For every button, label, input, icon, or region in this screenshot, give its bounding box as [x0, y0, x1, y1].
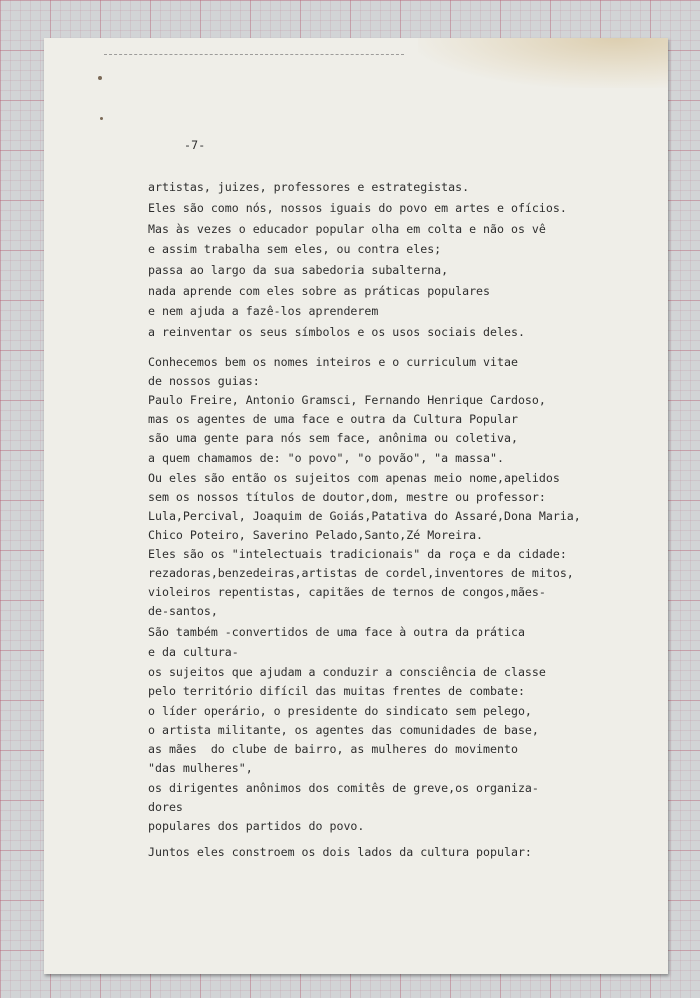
text-line: sem os nossos títulos de doutor,dom, mestre ou professor:	[148, 490, 546, 504]
text-line: Ou eles são então os sujeitos com apenas meio nome,apelidos	[148, 471, 560, 485]
text-line: populares dos partidos do povo.	[148, 819, 365, 833]
text-line: Conhecemos bem os nomes inteiros e o curriculum vitae	[148, 355, 518, 369]
typewritten-page	[44, 38, 668, 974]
text-line: o artista militante, os agentes das comunidades de base,	[148, 723, 539, 737]
text-line: e nem ajuda a fazê-los aprenderem	[148, 304, 379, 318]
text-line: "das mulheres",	[148, 761, 253, 775]
ink-spot	[98, 76, 102, 80]
text-line: nada aprende com eles sobre as práticas populares	[148, 284, 491, 298]
text-line: violeiros repentistas, capitães de ternos de congos,mães-	[148, 585, 546, 599]
text-line: rezadoras,benzedeiras,artistas de cordel,inventores de mitos,	[148, 566, 574, 580]
text-line: de-santos,	[148, 604, 218, 618]
text-line: Lula,Percival, Joaquim de Goiás,Patativa do Assaré,Dona Maria,	[148, 509, 581, 523]
text-line: São também -convertidos de uma face à outra da prática	[148, 625, 525, 639]
text-line: mas os agentes de uma face e outra da Cultura Popular	[148, 412, 518, 426]
text-line: são uma gente para nós sem face, anônima ou coletiva,	[148, 431, 518, 445]
text-line: Mas às vezes o educador popular olha em colta e não os vê	[148, 222, 546, 236]
text-line: Eles são como nós, nossos iguais do povo em artes e ofícios.	[148, 201, 567, 215]
text-line: e assim trabalha sem eles, ou contra eles;	[148, 242, 442, 256]
text-line: pelo território difícil das muitas frentes de combate:	[148, 684, 525, 698]
text-line: Eles são os "intelectuais tradicionais" da roça e da cidade:	[148, 547, 567, 561]
text-line: Juntos eles constroem os dois lados da cultura popular:	[148, 845, 532, 859]
text-line: dores	[148, 800, 183, 814]
text-line: as mães do clube de bairro, as mulheres do movimento	[148, 742, 518, 756]
text-line: Paulo Freire, Antonio Gramsci, Fernando Henrique Cardoso,	[148, 393, 546, 407]
text-line: os dirigentes anônimos dos comitês de greve,os organiza-	[148, 781, 539, 795]
text-line: a quem chamamos de: "o povo", "o povão", "a massa".	[148, 451, 504, 465]
text-line: a reinventar os seus símbolos e os usos sociais deles.	[148, 325, 525, 339]
text-line: artistas, juizes, professores e estrategistas.	[148, 180, 470, 194]
dashed-top-mark	[104, 54, 404, 57]
text-line: e da cultura-	[148, 645, 239, 659]
text-line: de nossos guias:	[148, 374, 260, 388]
text-line: passa ao largo da sua sabedoria subalterna,	[148, 263, 449, 277]
text-line: o líder operário, o presidente do sindicato sem pelego,	[148, 704, 532, 718]
text-line: Chico Poteiro, Saverino Pelado,Santo,Zé Moreira.	[148, 528, 484, 542]
page-number: -7-	[184, 138, 206, 152]
text-line: os sujeitos que ajudam a conduzir a consciência de classe	[148, 665, 546, 679]
ink-spot	[100, 117, 103, 120]
paper-stain	[418, 38, 668, 88]
